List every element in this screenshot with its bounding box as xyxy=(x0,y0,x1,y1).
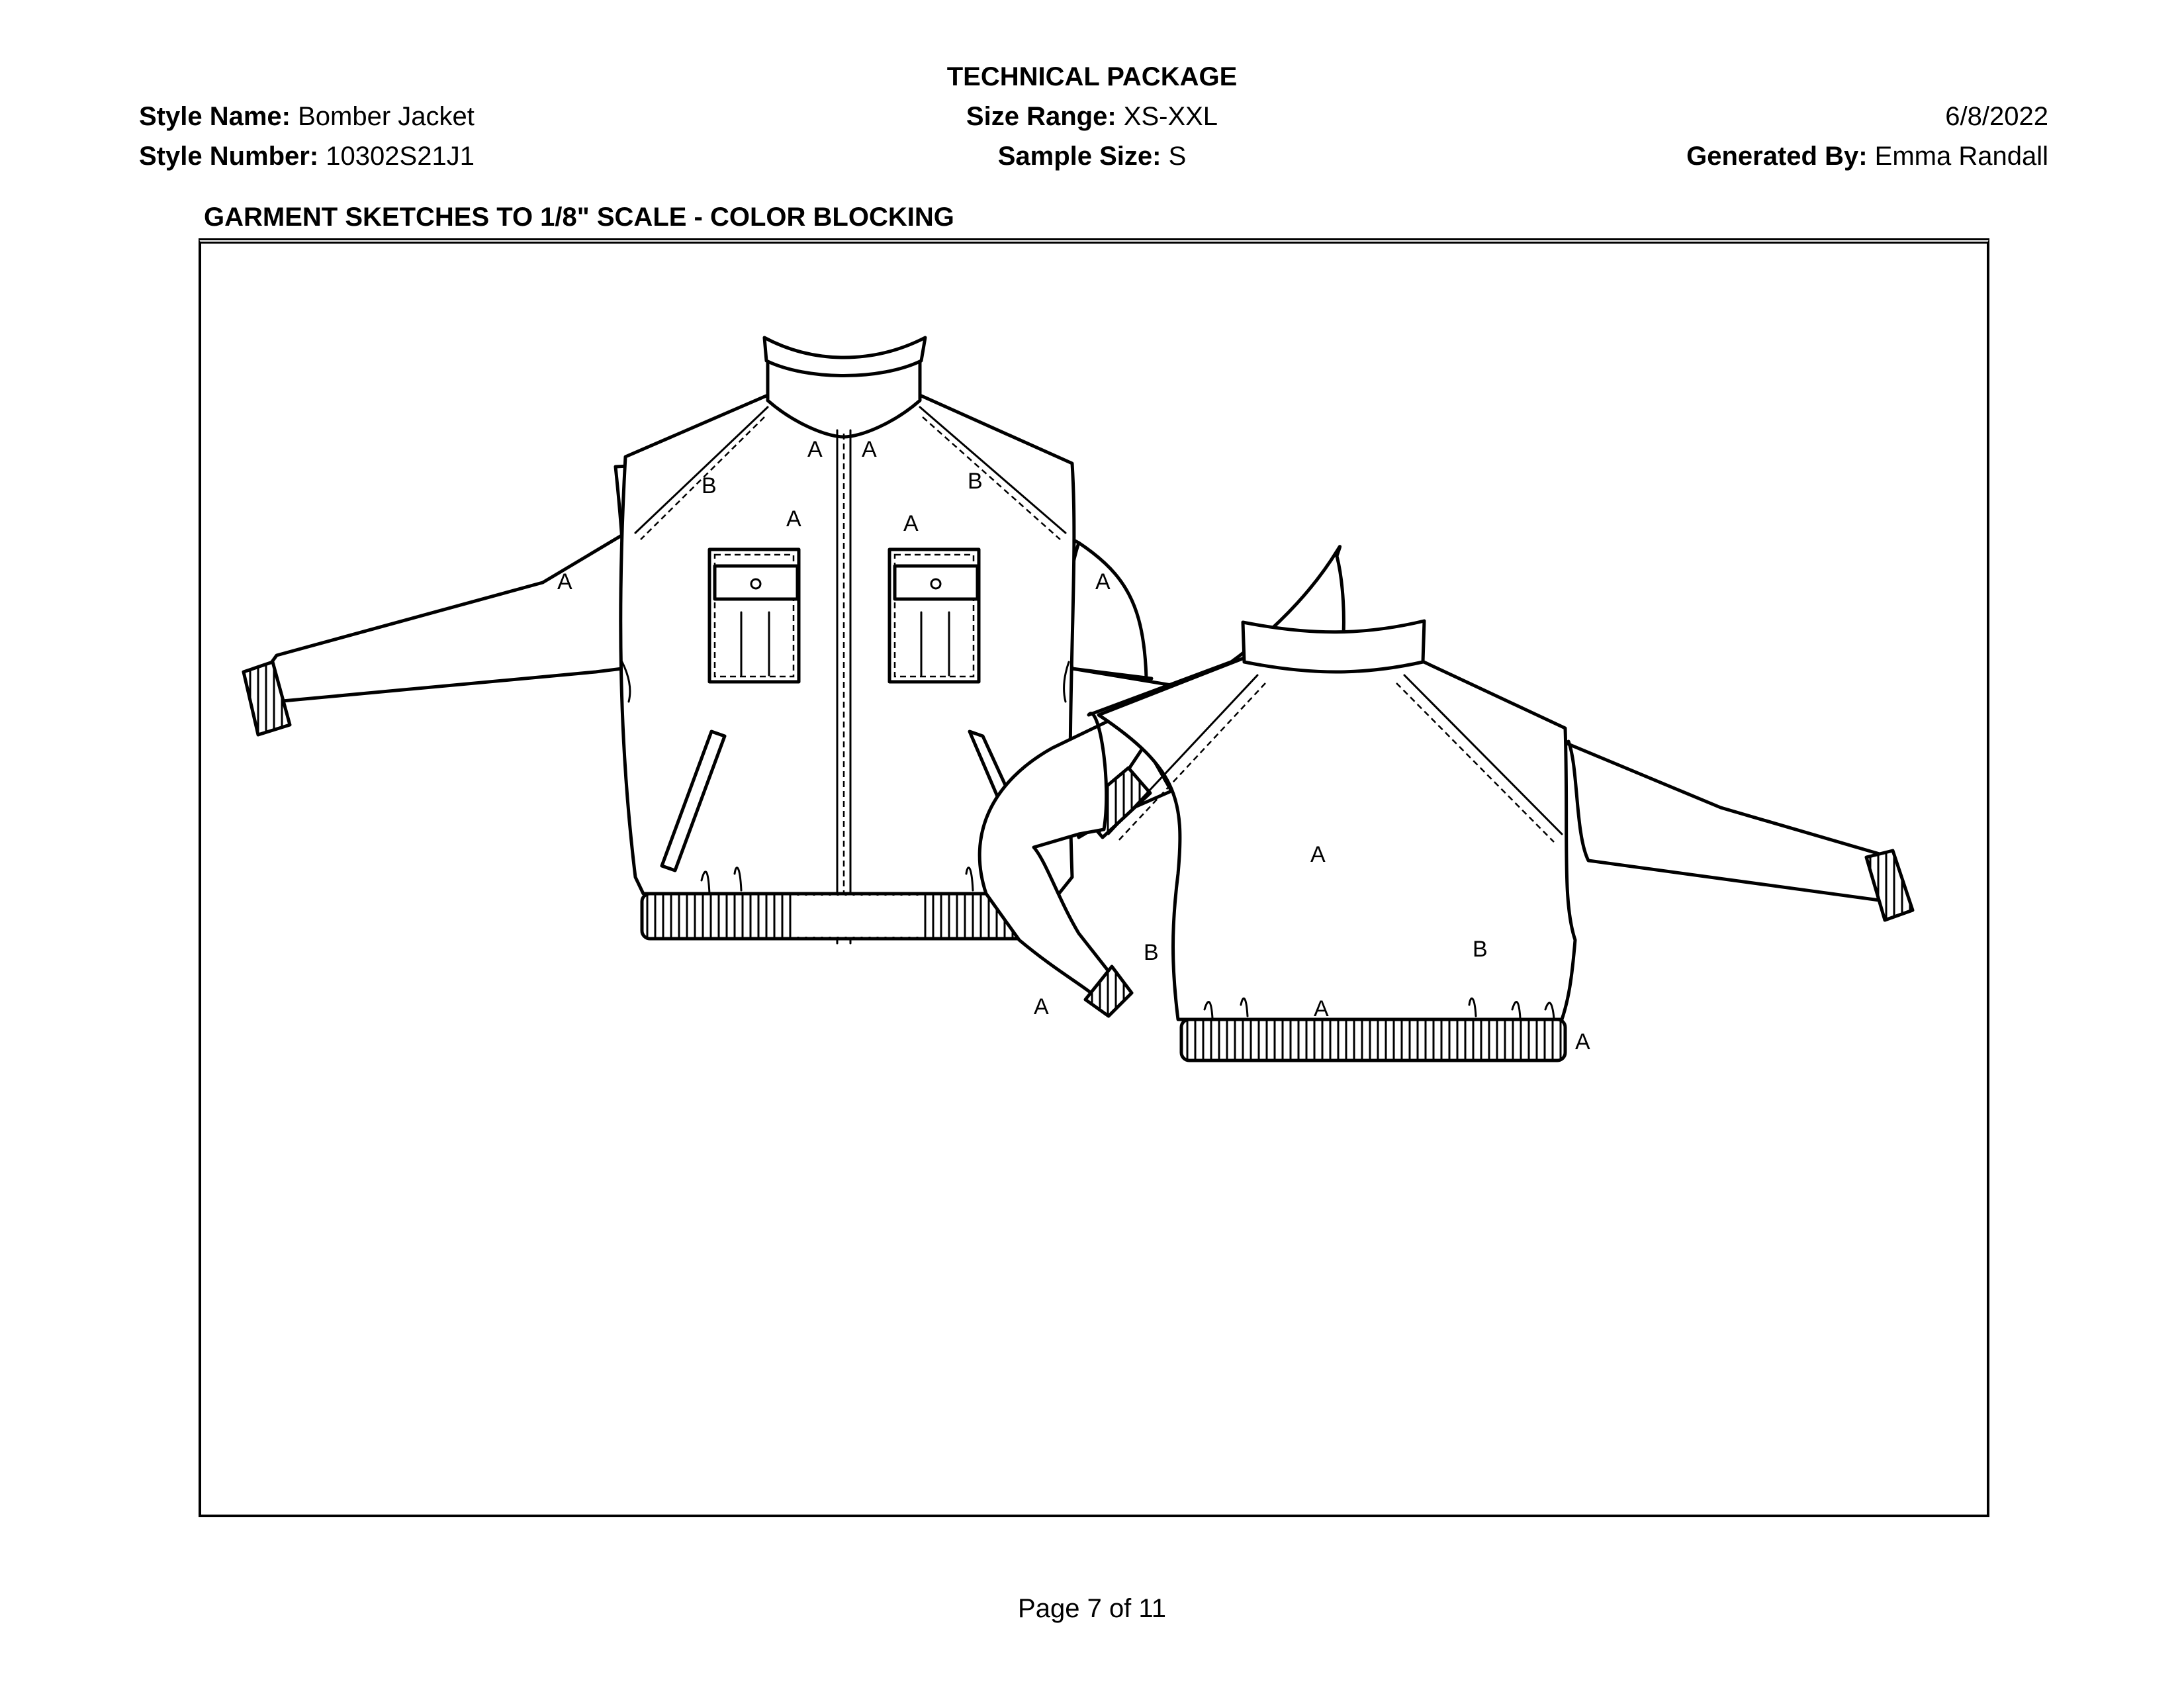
back-right-sleeve-label-a: A xyxy=(1575,1029,1590,1055)
front-left-sleeve-label-a: A xyxy=(557,569,572,594)
generated-by-value: Emma Randall xyxy=(1874,142,2048,171)
back-right-yoke-label-b: B xyxy=(1473,937,1488,962)
section-title: GARMENT SKETCHES TO 1/8" SCALE - COLOR BLOCKING xyxy=(204,203,954,232)
front-right-body-label-a: A xyxy=(903,511,919,536)
back-left-yoke-label-b: B xyxy=(1144,940,1159,965)
back-body xyxy=(1099,655,1575,1019)
garment-sketches xyxy=(199,238,1989,1517)
back-collar-label-a: A xyxy=(1310,842,1326,867)
front-collar-left-label-a: A xyxy=(807,437,823,462)
front-right-sleeve-label-a: A xyxy=(1095,569,1111,594)
style-number-label: Style Number: xyxy=(139,142,319,171)
front-collar-right-label-a: A xyxy=(862,437,877,462)
front-left-yoke-label-b: B xyxy=(702,473,717,498)
style-number-value: 10302S21J1 xyxy=(326,142,475,171)
back-left-sleeve-label-a: A xyxy=(1034,994,1049,1019)
document-title: TECHNICAL PACKAGE xyxy=(946,62,1238,91)
size-range-row xyxy=(0,101,2184,132)
generated-by-row xyxy=(1686,140,2048,172)
back-right-cuff xyxy=(1866,851,1913,920)
style-name-label: Style Name: xyxy=(139,102,291,131)
generated-by-label: Generated By: xyxy=(1686,142,1868,171)
back-body-label-a: A xyxy=(1314,996,1329,1021)
sample-size-label: Sample Size: xyxy=(997,142,1161,171)
document-date: 6/8/2022 xyxy=(1945,102,2048,131)
front-left-body-label-a: A xyxy=(786,506,801,532)
style-name-value: Bomber Jacket xyxy=(298,102,475,131)
size-range-label: Size Range: xyxy=(966,102,1116,131)
front-right-yoke-label-b: B xyxy=(968,469,983,494)
back-hem-band xyxy=(1181,1019,1565,1060)
sample-size-value: S xyxy=(1168,142,1187,171)
front-collar-stand xyxy=(764,338,925,376)
front-left-pocket-flap xyxy=(715,566,797,599)
size-range-value: XS-XXL xyxy=(1123,102,1218,131)
front-right-pocket-flap xyxy=(895,566,978,599)
page-number: Page 7 of 11 xyxy=(1018,1594,1166,1623)
